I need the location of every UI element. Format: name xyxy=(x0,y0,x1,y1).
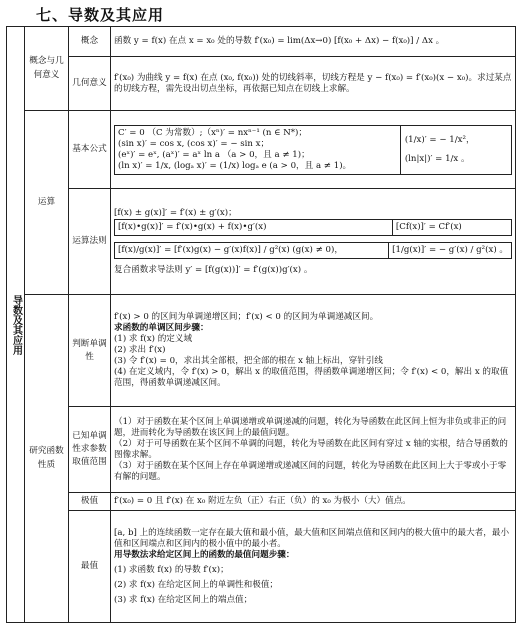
parameter-range-line: （1）对于函数在某个区间上单调递增或单调递减的问题，转化为导函数在此区间上恒为非负或非正的问题，进而转化为导函数在该区间上的最值问题。 xyxy=(114,416,507,438)
max-min-line: (1) 求函数 f(x) 的导数 f′(x)； xyxy=(114,564,229,575)
derivative-table xyxy=(6,26,516,623)
max-min-label: 最值 xyxy=(69,511,111,623)
definition-label: 概念 xyxy=(69,27,111,57)
basic-formula-line: (ln x)′ = 1/x, (logₐ x)′ = (1/x) logₐ e (a > 0，且 a ≠ 1)。 xyxy=(118,160,352,171)
parameter-range-label: 已知单调性求参数取值范围 xyxy=(69,407,111,493)
parameter-range-cell xyxy=(111,407,516,493)
operation-rules-cell xyxy=(111,189,516,295)
max-min-cell xyxy=(111,511,516,623)
rule-row xyxy=(114,219,512,236)
concept-category: 概念与几何意义 xyxy=(25,27,69,111)
extreme-value-text: f′(x₀) = 0 且 f′(x) 在 x₀ 附近左负（正）右正（负）的 x₀ 为极小（大）值点。 xyxy=(111,493,516,511)
monotonicity-line: (2) 求出 f′(x) xyxy=(114,345,166,355)
monotonicity-line: (4) 在定义域内，令 f′(x) > 0，解出 x 的取值范围，得函数单调递增区间；令 f′(x) < 0，解出 x 的取值范围，得函数单调递减区间。 xyxy=(114,367,509,388)
rule-right-line: [1/g(x)]′ = − g′(x) / g²(x) 。 xyxy=(392,244,508,255)
basic-formula-label: 基本公式 xyxy=(69,111,111,189)
basic-formula-line: (sin x)′ = cos x, (cos x)′ = − sin x； xyxy=(118,138,270,149)
basic-formula-list xyxy=(115,125,401,174)
monotonicity-line: (3) 令 f′(x) = 0，求出其全部根，把全部的根在 x 轴上标出，穿针引线 xyxy=(114,356,384,366)
section-title: 七、导数及其应用 xyxy=(36,6,165,24)
rule-line: [f(x) ± g(x)]′ = f′(x) ± g′(x)； xyxy=(114,207,237,218)
main-category: 导数及其应用 xyxy=(7,27,25,623)
monotonicity-label: 判断单调性 xyxy=(69,295,111,407)
rule-line: [f(x)•g(x)]′ = f′(x)•g(x) + f(x)•g′(x) xyxy=(118,221,267,232)
operation-category: 运算 xyxy=(25,111,69,295)
rule-row xyxy=(114,242,512,259)
extreme-value-label: 极值 xyxy=(69,493,111,511)
basic-formula-right-line: (ln|x|)′ = 1/x 。 xyxy=(404,153,470,164)
study-category: 研究函数性质 xyxy=(25,295,69,623)
monotonicity-steps-heading: 求函数的单调区间步骤： xyxy=(114,323,209,333)
parameter-range-line: （3）对于函数在某个区间上存在单调递增或递减区间的问题，转化为导函数在此区间上大于零或小于零有解的问题。 xyxy=(114,460,507,482)
basic-formula-right-line: (1/x)′ = − 1/x²， xyxy=(404,134,475,145)
max-min-steps-heading: 用导数法求给定区间上的函数的最值问题步骤： xyxy=(114,549,295,560)
rule-line: [f(x)/g(x)]′ = [f′(x)g(x) − g′(x)f(x)] / g²(x) (g(x) ≠ 0)， xyxy=(118,244,343,255)
geometric-meaning-label: 几何意义 xyxy=(69,57,111,111)
rule-right-line: [Cf(x)]′ = Cf′(x) xyxy=(395,221,462,232)
basic-formula-layout xyxy=(114,125,512,175)
parameter-range-line: （2）对于可导函数在某个区间不单调的问题，转化为导函数在此区间有穿过 x 轴的实根，结合导函数的图像求解。 xyxy=(114,438,508,460)
basic-formula-line: C′ = 0 （C 为常数）;（xⁿ)′ = nxⁿ⁻¹ (n ∈ N*)； xyxy=(118,127,307,138)
max-min-line: (3) 求 f(x) 在给定区间上的端点值； xyxy=(114,594,253,605)
basic-formula-right xyxy=(400,125,511,174)
basic-formula-line: (eˣ)′ = eˣ, (aˣ)′ = aˣ ln a （a > 0，且 a ≠ 1)； xyxy=(118,149,310,160)
geometric-meaning-text: f′(x₀) 为曲线 y = f(x) 在点 (x₀, f(x₀)) 处的切线斜率，切线方程是 y − f(x₀) = f′(x₀)(x − x₀)。求过某点的切线方程，需先设出切点坐标，再依据已知点在切线上求解。 xyxy=(111,57,516,111)
monotonicity-line: (1) 求 f(x) 的定义域 xyxy=(114,334,193,344)
rule-line: 复合函数求导法则 y′ = [f(g(x))]′ = f′(g(x))g′(x) 。 xyxy=(114,264,313,275)
basic-formula-cell xyxy=(111,111,516,189)
operation-rules-label: 运算法则 xyxy=(69,189,111,295)
definition-text: 函数 y = f(x) 在点 x = x₀ 处的导数 f′(x₀) = lim(Δx→0) [f(x₀ + Δx) − f(x₀)] / Δx 。 xyxy=(111,27,516,57)
max-min-line: (2) 求 f(x) 在给定区间上的单调性和极值； xyxy=(114,579,279,590)
monotonicity-cell xyxy=(111,295,516,407)
monotonicity-line: f′(x) > 0 的区间为单调递增区间；f′(x) < 0 的区间为单调递减区间。 xyxy=(114,312,379,322)
max-min-line: [a, b] 上的连续函数一定存在最大值和最小值，最大值和区间端点值和区间内的极大值中的最大者，最小值和区间端点和区间内的极小值中的最小者。 xyxy=(114,527,510,549)
